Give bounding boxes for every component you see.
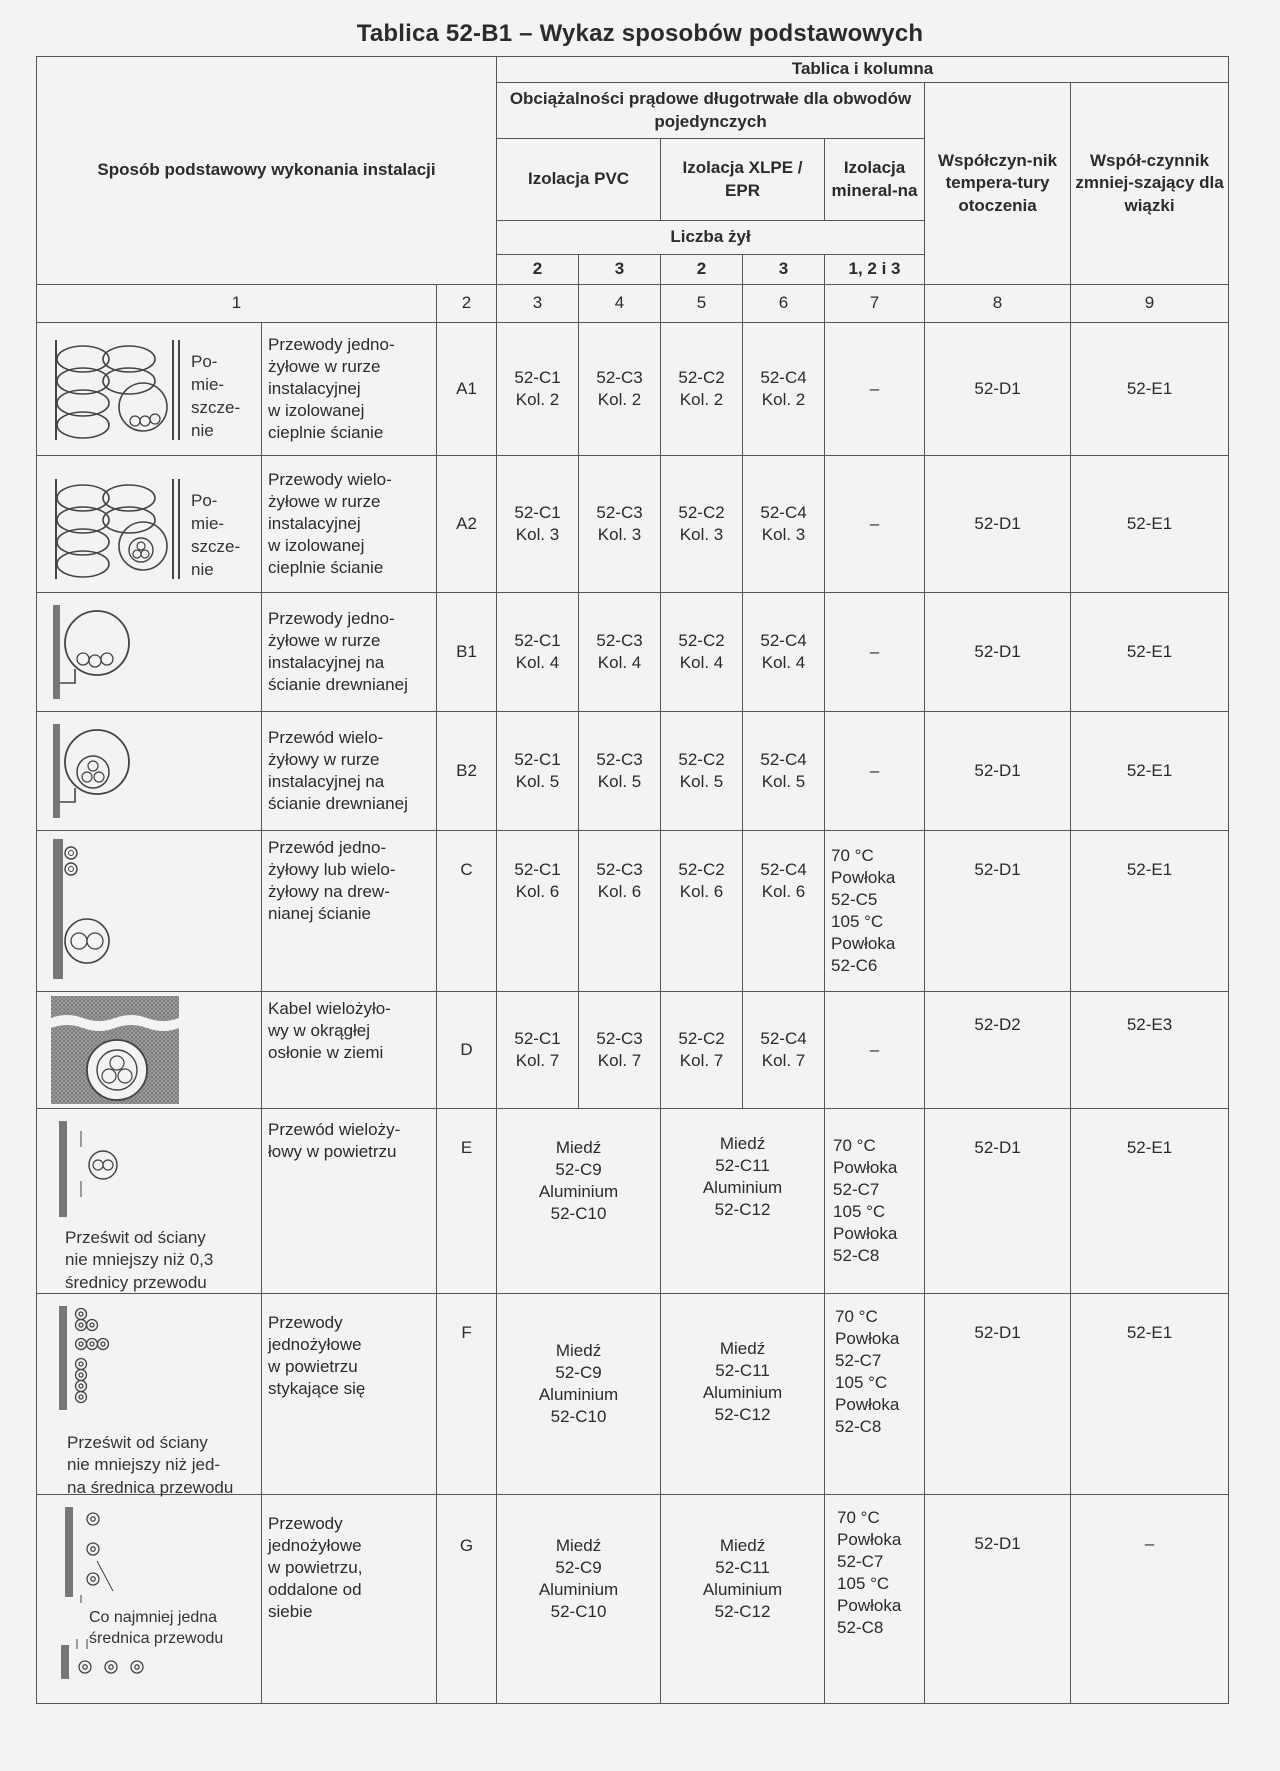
method-code: F [437, 1294, 497, 1495]
pvc-material-cell: Miedź 52-C9 Aluminium 52-C10 [497, 1109, 661, 1294]
value-cell: 52-C2 Kol. 4 [661, 593, 743, 712]
table-row [37, 1294, 1229, 1495]
cables-on-wall-icon [51, 837, 141, 987]
method-code: C [437, 831, 497, 992]
header-core-count: 2 [661, 255, 743, 285]
value-cell: 52-C3 Kol. 6 [579, 831, 661, 992]
column-number: 2 [437, 285, 497, 323]
header-method: Sposób podstawowy wykonania instalacji [37, 57, 497, 285]
value-cell: 52-C3 Kol. 3 [579, 456, 661, 593]
value-cell: 52-C3 Kol. 7 [579, 992, 661, 1109]
temp-factor-cell: 52-D1 [925, 712, 1071, 831]
column-number: 1 [37, 285, 437, 323]
mineral-cell: – [825, 456, 925, 593]
figure-cell [37, 992, 262, 1109]
location-label [191, 490, 240, 582]
value-cell: 52-C1 Kol. 4 [497, 593, 579, 712]
table-row [37, 456, 1229, 593]
column-number: 9 [1071, 285, 1229, 323]
figure-cell [37, 831, 262, 992]
figure-cell [37, 712, 262, 831]
header-core-count: 3 [743, 255, 825, 285]
group-factor-cell: 52-E3 [1071, 992, 1229, 1109]
temp-factor-cell: 52-D1 [925, 831, 1071, 992]
value-cell: 52-C4 Kol. 7 [743, 992, 825, 1109]
value-cell: 52-C4 Kol. 6 [743, 831, 825, 992]
clearance-caption: Prześwit od ściany nie mniejszy niż jed- na średnica przewodu [67, 1433, 234, 1497]
multicore-conduit-on-wall-icon [51, 722, 141, 822]
spaced-cables-icon [51, 1499, 171, 1699]
group-factor-cell: 52-E1 [1071, 1109, 1229, 1294]
value-cell: 52-C3 Kol. 2 [579, 323, 661, 456]
method-code: B1 [437, 593, 497, 712]
value-cell: 52-C1 Kol. 7 [497, 992, 579, 1109]
value-cell: 52-C2 Kol. 7 [661, 992, 743, 1109]
group-factor-cell: 52-E1 [1071, 831, 1229, 992]
method-code: G [437, 1495, 497, 1704]
header-core-count: 2 [497, 255, 579, 285]
value-cell: 52-C1 Kol. 5 [497, 712, 579, 831]
mineral-cell: – [825, 712, 925, 831]
table-row [37, 712, 1229, 831]
table-row [37, 323, 1229, 456]
method-code: A2 [437, 456, 497, 593]
value-cell: 52-C3 Kol. 4 [579, 593, 661, 712]
xlpe-material-cell: Miedź 52-C11 Aluminium 52-C12 [661, 1109, 825, 1294]
group-factor-cell: – [1071, 1495, 1229, 1704]
methods-table [36, 56, 1229, 1704]
value-cell: 52-C1 Kol. 3 [497, 456, 579, 593]
value-cell: 52-C3 Kol. 5 [579, 712, 661, 831]
value-cell: 52-C2 Kol. 6 [661, 831, 743, 992]
buried-cable-icon [51, 996, 181, 1106]
group-factor-cell: 52-E1 [1071, 712, 1229, 831]
insulated-wall-conduit-icon [51, 335, 181, 445]
temp-factor-cell: 52-D1 [925, 593, 1071, 712]
value-cell: 52-C2 Kol. 2 [661, 323, 743, 456]
method-description: Kabel wielożyło- wy w okrągłej osłonie w ziemi [262, 992, 437, 1109]
group-factor-cell: 52-E1 [1071, 593, 1229, 712]
header-group-factor: Współ-czynnik zmniej-szający dla wiązki [1071, 83, 1229, 285]
value-cell: 52-C2 Kol. 5 [661, 712, 743, 831]
column-number: 4 [579, 285, 661, 323]
group-factor-cell: 52-E1 [1071, 323, 1229, 456]
xlpe-material-cell: Miedź 52-C11 Aluminium 52-C12 [661, 1294, 825, 1495]
pvc-material-cell: Miedź 52-C9 Aluminium 52-C10 [497, 1294, 661, 1495]
figure-cell [37, 323, 262, 456]
header-table-column: Tablica i kolumna [497, 57, 1229, 83]
value-cell: 52-C2 Kol. 3 [661, 456, 743, 593]
column-number: 3 [497, 285, 579, 323]
mineral-cell: – [825, 593, 925, 712]
mineral-cell: – [825, 992, 925, 1109]
method-description: Przewód jedno- żyłowy lub wielo- żyłowy na drew- nianej ścianie [262, 831, 437, 992]
header-current-capacity: Obciążalności prądowe długotrwałe dla obwodów pojedynczych [497, 83, 925, 139]
method-description: Przewody jedno- żyłowe w rurze instalacyjnej w izolowanej cieplnie ścianie [262, 323, 437, 456]
column-number: 7 [825, 285, 925, 323]
figure-cell [37, 456, 262, 593]
column-number: 6 [743, 285, 825, 323]
figure-cell [37, 1294, 262, 1495]
table-row [37, 992, 1229, 1109]
group-factor-cell: 52-E1 [1071, 456, 1229, 593]
temp-factor-cell: 52-D2 [925, 992, 1071, 1109]
method-code: A1 [437, 323, 497, 456]
location-text: Po- mie- szcze- nie [191, 352, 241, 440]
header-core-count: 3 [579, 255, 661, 285]
figure-cell [37, 1495, 262, 1704]
method-description: Przewody jedno- żyłowe w rurze instalacyjnej na ścianie drewnianej [262, 593, 437, 712]
conduit-on-wall-icon [51, 603, 141, 703]
header-pvc: Izolacja PVC [497, 139, 661, 221]
table-row [37, 831, 1229, 992]
mineral-cell: – [825, 323, 925, 456]
group-factor-cell: 52-E1 [1071, 1294, 1229, 1495]
touching-cables-icon [51, 1302, 141, 1412]
method-description: Przewody wielo- żyłowe w rurze instalacyjnej w izolowanej cieplnie ścianie [262, 456, 437, 593]
value-cell: 52-C4 Kol. 4 [743, 593, 825, 712]
table-row [37, 1495, 1229, 1704]
column-number: 5 [661, 285, 743, 323]
method-description: Przewód wielo- żyłowy w rurze instalacyjnej na ścianie drewnianej [262, 712, 437, 831]
temp-factor-cell: 52-D1 [925, 456, 1071, 593]
column-number: 8 [925, 285, 1071, 323]
mineral-cell: 70 °C Powłoka 52-C5 105 °C Powłoka 52-C6 [825, 831, 925, 992]
temp-factor-cell: 52-D1 [925, 1294, 1071, 1495]
mineral-cell: 70 °C Powłoka 52-C7 105 °C Powłoka 52-C8 [825, 1495, 925, 1704]
table-title: Tablica 52-B1 – Wykaz sposobów podstawowych [356, 20, 924, 47]
location-label [191, 351, 240, 443]
xlpe-material-cell: Miedź 52-C11 Aluminium 52-C12 [661, 1495, 825, 1704]
header-cores: Liczba żył [497, 221, 925, 255]
pvc-material-cell: Miedź 52-C9 Aluminium 52-C10 [497, 1495, 661, 1704]
clearance-caption: Prześwit od ściany nie mniejszy niż 0,3 średnicy przewodu [65, 1228, 214, 1292]
temp-factor-cell: 52-D1 [925, 1109, 1071, 1294]
mineral-cell: 70 °C Powłoka 52-C7 105 °C Powłoka 52-C8 [825, 1294, 925, 1495]
value-cell: 52-C4 Kol. 3 [743, 456, 825, 593]
value-cell: 52-C4 Kol. 5 [743, 712, 825, 831]
method-description: Przewody jednożyłowe w powietrzu stykające się [262, 1294, 437, 1495]
figure-cell [37, 1109, 262, 1294]
temp-factor-cell: 52-D1 [925, 323, 1071, 456]
header-xlpe: Izolacja XLPE / EPR [661, 139, 825, 221]
table-row [37, 593, 1229, 712]
insulated-wall-multicore-conduit-icon [51, 474, 181, 584]
header-mineral: Izolacja mineral-na [825, 139, 925, 221]
cable-in-air-icon [51, 1117, 141, 1223]
spacing-caption: Co najmniej jedna średnica przewodu [89, 1609, 224, 1648]
method-code: E [437, 1109, 497, 1294]
value-cell: 52-C1 Kol. 2 [497, 323, 579, 456]
figure-cell [37, 593, 262, 712]
method-description: Przewody jednożyłowe w powietrzu, oddalone od siebie [262, 1495, 437, 1704]
value-cell: 52-C1 Kol. 6 [497, 831, 579, 992]
value-cell: 52-C4 Kol. 2 [743, 323, 825, 456]
method-code: B2 [437, 712, 497, 831]
temp-factor-cell: 52-D1 [925, 1495, 1071, 1704]
header-core-count: 1, 2 i 3 [825, 255, 925, 285]
table-row [37, 1109, 1229, 1294]
header-temperature-factor: Współczyn-nik tempera-tury otoczenia [925, 83, 1071, 285]
mineral-cell: 70 °C Powłoka 52-C7 105 °C Powłoka 52-C8 [825, 1109, 925, 1294]
method-code: D [437, 992, 497, 1109]
location-text: Po- mie- szcze- nie [191, 491, 241, 579]
method-description: Przewód wieloży- łowy w powietrzu [262, 1109, 437, 1294]
